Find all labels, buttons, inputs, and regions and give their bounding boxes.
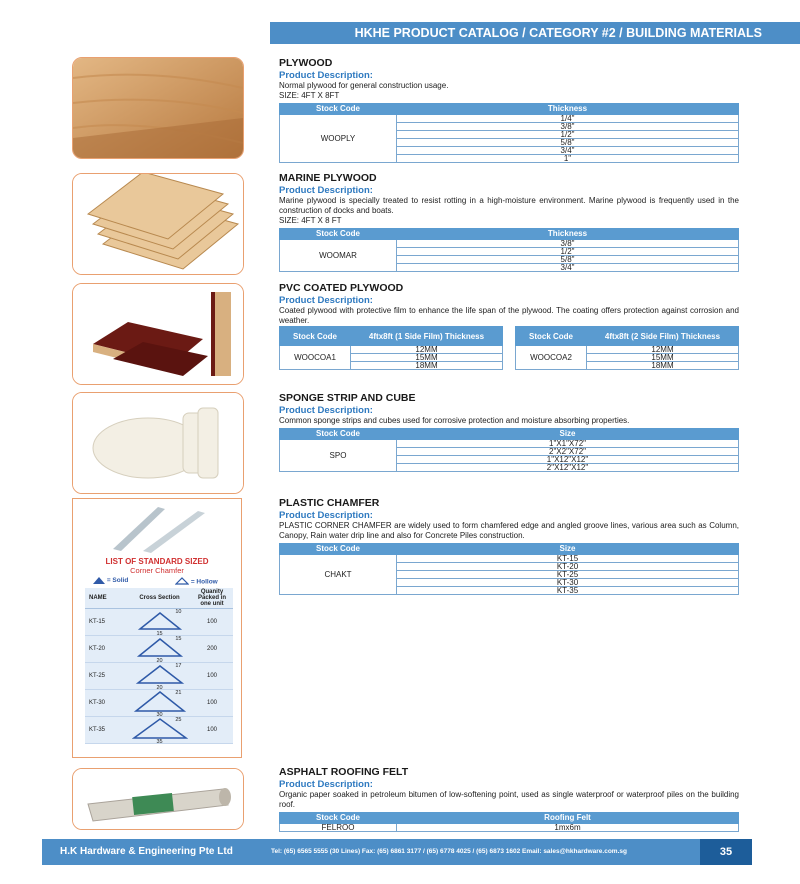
sponge-section — [279, 392, 739, 472]
table-row: KT-25 17 20 100 — [85, 663, 233, 690]
desc-label: Product Description: — [279, 185, 373, 196]
section-title: ASPHALT ROOFING FELT — [279, 766, 409, 778]
plywood-section — [279, 57, 739, 163]
solid-key-label: = Solid — [106, 577, 129, 585]
section-desc: Coated plywood with protective film to enhance the life span of the plywood. The coating offers protection against corrosion and weather. — [279, 306, 739, 325]
head-name: NAME — [85, 588, 128, 609]
page-header: HKHE PRODUCT CATALOG / CATEGORY #2 / BUILDING MATERIALS — [270, 22, 800, 44]
cross-section-icon: 15 20 — [132, 636, 188, 662]
sponge-image — [72, 392, 244, 494]
desc-label: Product Description: — [279, 295, 373, 306]
section-desc: Organic paper soaked in petroleum bitumen of low-softening point, used as single waterproof or waterproof piles on the building roof. — [279, 790, 739, 809]
desc-label: Product Description: — [279, 779, 373, 790]
table-row: KT-35 25 35 100 — [85, 717, 233, 744]
section-title: PLYWOOD — [279, 57, 333, 69]
cross-section-icon: 10 15 — [132, 609, 188, 635]
pvc-table-left: Stock Code 4ftx8ft (1 Side Film) Thickness WOOCOA1 12MM 15MM 18MM — [279, 326, 503, 370]
section-desc: PLASTIC CORNER CHAMFER are widely used to form chamfered edge and angled groove lines, various area such as Column, Canopy, Rain water drip line and also for Concrete Piles construction. — [279, 521, 739, 540]
desc-label: Product Description: — [279, 510, 373, 521]
table-row: KT-20 15 20 200 — [85, 636, 233, 663]
marine-plywood-picture — [73, 174, 243, 274]
section-desc: Marine plywood is specially treated to resist rotting in a high-moisture environment. Marine plywood is frequently used in the construction of docks and boats. — [279, 196, 739, 215]
contact-info: Tel: (65) 6565 5555 (30 Lines) Fax: (65) 6861 3177 / (65) 6778 4025 / (65) 6873 1602 Email: sales@hkhardware.com.sg — [271, 848, 627, 855]
section-desc: Common sponge strips and cubes used for corrosive protection and moisture absorbing properties. — [279, 416, 630, 425]
chamfer-list-panel — [72, 498, 242, 758]
chamfer-table: Stock Code Size CHAKT KT-15 KT-20 KT-25 KT-30 KT-35 — [279, 543, 739, 595]
marine-plywood-section — [279, 172, 739, 272]
pvc-table-right: Stock Code 4ftx8ft (2 Side Film) Thickness WOOCOA2 12MM 15MM 18MM — [515, 326, 739, 370]
pvc-plywood-section — [279, 282, 739, 370]
plywood-image — [72, 57, 244, 159]
cross-section-icon: 25 35 — [132, 717, 188, 743]
section-title: PLASTIC CHAMFER — [279, 497, 380, 509]
plywood-picture — [73, 58, 243, 158]
asphalt-table: Stock Code Roofing Felt FELROO 1mx6m — [279, 812, 739, 832]
hollow-key-label: = Hollow — [190, 578, 218, 586]
plywood-table: Stock Code Thickness WOOPLY 1/4" 3/8" 1/2" 5/8" 3/4" 1" — [279, 103, 739, 163]
pvc-plywood-image — [72, 283, 244, 385]
asphalt-felt-image — [72, 768, 244, 830]
chamfer-list-title: LIST OF STANDARD SIZED — [105, 557, 209, 566]
head-cross: Cross Section — [128, 588, 191, 609]
cross-section-icon: 21 30 — [132, 690, 188, 716]
section-title: SPONGE STRIP AND CUBE — [279, 392, 416, 404]
section-desc: Normal plywood for general construction usage. — [279, 81, 449, 90]
marine-plywood-image — [72, 173, 244, 275]
section-size: SIZE: 4FT X 8FT — [279, 91, 340, 100]
section-title: MARINE PLYWOOD — [279, 172, 377, 184]
page-footer — [42, 839, 752, 865]
solid-key — [93, 577, 128, 584]
desc-label: Product Description: — [279, 405, 373, 416]
chamfer-list-subtitle: Corner Chamfer — [130, 566, 184, 575]
chamfer-strips-picture — [73, 499, 241, 554]
table-row: KT-15 10 15 100 — [85, 609, 233, 636]
company-name: H.K Hardware & Engineering Pte Ltd — [60, 846, 233, 857]
pvc-plywood-picture — [73, 284, 243, 384]
hollow-key — [175, 577, 218, 587]
hollow-triangle-icon — [175, 577, 189, 587]
page-number: 35 — [700, 839, 752, 865]
head-qty: Quanity Packed in one unit — [191, 588, 233, 609]
solid-triangle-icon — [93, 577, 105, 584]
cross-section-icon: 17 20 — [132, 663, 188, 689]
sponge-table: Stock Code Size SPO 1"X1"X72" 2"X2"X72" 1"X12"X12" 2"X12"X12" — [279, 428, 739, 472]
marine-table: Stock Code Thickness WOOMAR 3/8" 1/2" 5/8" 3/4" — [279, 228, 739, 272]
section-title: PVC COATED PLYWOOD — [279, 282, 404, 294]
table-row: KT-30 21 30 100 — [85, 690, 233, 717]
asphalt-roll-picture — [73, 769, 243, 829]
sponge-picture — [73, 393, 243, 493]
chamfer-size-table — [85, 588, 233, 744]
plastic-chamfer-section — [279, 497, 739, 595]
desc-label: Product Description: — [279, 70, 373, 81]
section-size: SIZE: 4FT X 8 FT — [279, 216, 342, 225]
asphalt-felt-section — [279, 766, 739, 832]
